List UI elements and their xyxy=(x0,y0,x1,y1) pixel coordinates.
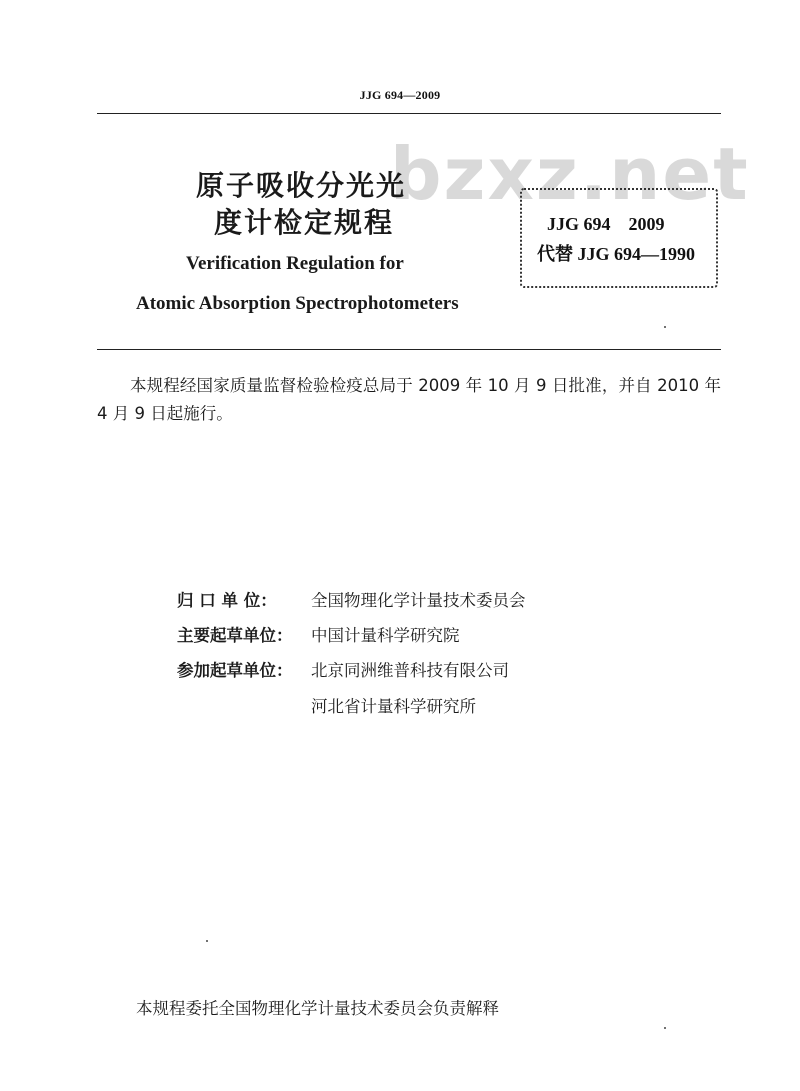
scan-speck xyxy=(664,1027,666,1029)
title-cn-line-2: 度计检定规程 xyxy=(214,206,395,239)
responsible-unit-label: 归 口 单 位： xyxy=(177,591,277,610)
participating-drafter-row-2 xyxy=(177,693,476,719)
watermark: bzxz.net xyxy=(390,132,750,216)
standard-number-box xyxy=(520,188,718,288)
replaces-standard: 代替 JJG 694—1990 xyxy=(537,244,696,264)
running-head: JJG 694—2009 xyxy=(359,88,441,102)
header-rule xyxy=(97,113,721,114)
participating-drafter-row xyxy=(177,657,509,683)
scan-speck xyxy=(664,326,666,328)
responsible-unit-value: 全国物理化学计量技术委员会 xyxy=(311,591,526,610)
standard-number: JJG 694 2009 xyxy=(547,214,665,234)
approval-paragraph: 本规程经国家质量监督检验检疫总局于 2009 年 10 月 9 日批准，并自 2010 年 4 月 9 日起施行。 xyxy=(97,376,721,423)
title-en-line-1: Verification Regulation for xyxy=(186,253,404,274)
title-cn-line-1: 原子吸收分光光 xyxy=(196,169,407,202)
main-drafter-value: 中国计量科学研究院 xyxy=(311,626,460,645)
participating-drafter-label: 参加起草单位： xyxy=(177,661,293,680)
participating-drafter-value-2: 河北省计量科学研究所 xyxy=(311,697,476,716)
title-rule xyxy=(97,349,721,350)
title-en-line-2: Atomic Absorption Spectrophotometers xyxy=(136,293,459,314)
interpretation-note: 本规程委托全国物理化学计量技术委员会负责解释 xyxy=(136,999,499,1018)
main-drafter-label: 主要起草单位： xyxy=(177,626,293,645)
main-drafter-row xyxy=(177,622,460,648)
scan-speck xyxy=(206,940,208,942)
responsible-unit-row xyxy=(177,587,526,613)
participating-drafter-value-1: 北京同洲维普科技有限公司 xyxy=(311,661,509,680)
